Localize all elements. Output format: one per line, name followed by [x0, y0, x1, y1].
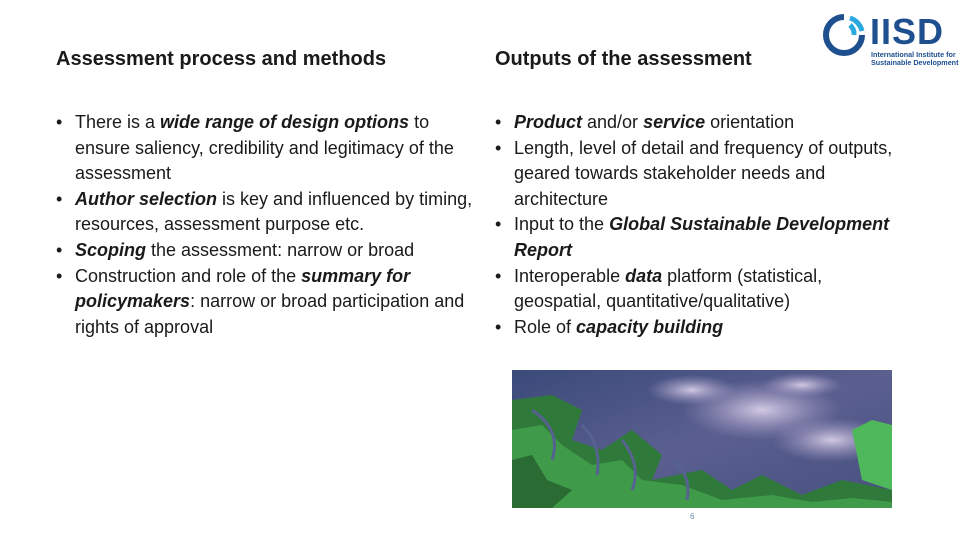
bullet-dot: • [56, 239, 63, 260]
bullet-text: and/or [582, 112, 644, 132]
left-bullet-list [56, 110, 476, 340]
bullet-item [56, 238, 476, 264]
bullet-text: Interoperable [514, 265, 626, 286]
bullet-dot: • [495, 265, 502, 286]
bullet-dot: • [56, 112, 63, 132]
emphasized-text: Global Sustainable Development Report [514, 214, 890, 260]
right-bullet-list [495, 110, 895, 340]
left-column-title: Assessment process and methods [56, 48, 387, 70]
bullet-dot: • [495, 214, 502, 235]
bullet-text: the assessment: narrow or broad [146, 239, 415, 260]
bullet-dot: • [495, 316, 502, 337]
emphasized-text: data [625, 265, 663, 286]
bullet-item [56, 264, 476, 341]
bullet-text: to ensure saliency, credibility and legitimacy of the assessment [75, 112, 454, 184]
logo-wordmark: IISD [870, 11, 945, 52]
bullet-dot: • [56, 265, 63, 286]
bullet-text: Construction and role of the [75, 265, 302, 286]
bullet-dot: • [495, 112, 502, 132]
bullet-item [495, 315, 895, 341]
emphasized-text: summary for policymakers [75, 265, 411, 312]
right-column-title: Outputs of the assessment [495, 48, 752, 70]
emphasized-text: capacity building [576, 316, 724, 337]
bullet-text: There is a [75, 112, 161, 132]
iisd-logo-mark-icon [820, 11, 868, 59]
page-number: 6 [690, 512, 695, 521]
bullet-text: is key and influenced by timing, resources, assessment purpose etc. [75, 188, 473, 235]
emphasized-text: Product [514, 112, 583, 132]
bullet-item [495, 264, 895, 315]
bullet-dot: • [495, 137, 502, 158]
bullet-text: Length, level of detail and frequency of outputs, geared towards stakeholder needs and architecture [514, 137, 893, 209]
bullet-text: : narrow or broad participation and rights of approval [75, 291, 465, 337]
satellite-image [512, 370, 892, 508]
bullet-item [56, 110, 476, 187]
iisd-logo [820, 9, 960, 81]
logo-subtitle: International Institute for Sustainable Development [871, 50, 959, 67]
emphasized-text: service [643, 112, 706, 132]
bullet-text: orientation [705, 112, 795, 132]
emphasized-text: Scoping [75, 239, 146, 260]
bullet-item [495, 110, 895, 136]
bullet-item [495, 212, 895, 263]
bullet-text: platform (statistical, geospatial, quantitative/qualitative) [514, 265, 823, 312]
bullet-text: Input to the [514, 214, 610, 235]
bullet-text: Role of [514, 316, 577, 337]
emphasized-text: Author selection [75, 188, 218, 209]
emphasized-text: wide range of design options [160, 112, 410, 132]
bullet-dot: • [56, 188, 63, 209]
bullet-item [56, 187, 476, 238]
bullet-item [495, 136, 895, 213]
